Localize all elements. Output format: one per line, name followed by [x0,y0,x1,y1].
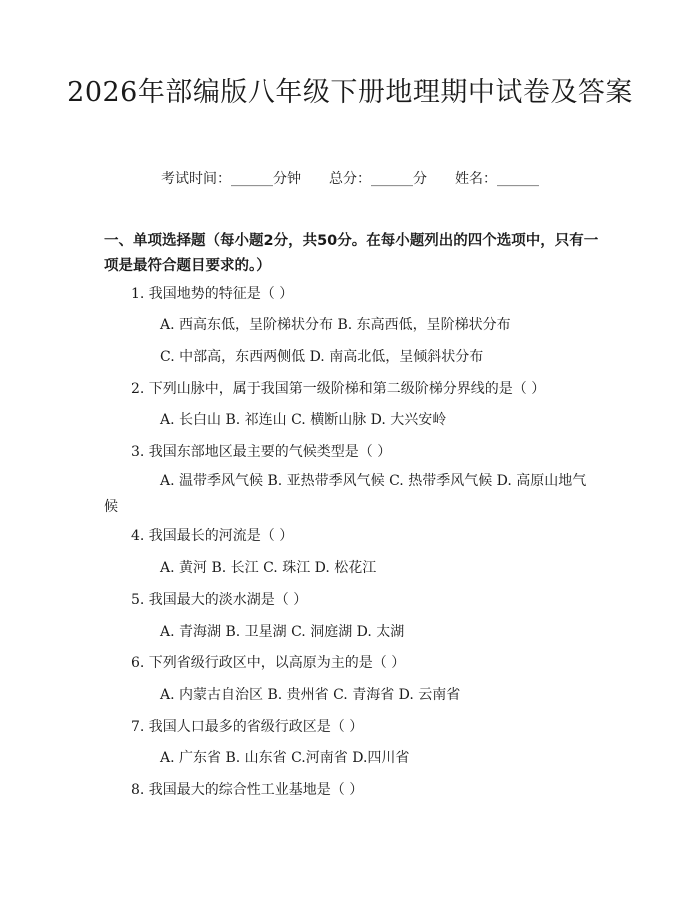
question-3-options: A. 温带季风气候 B. 亚热带季风气候 C. 热带季风气候 D. 高原山地气候 [104,473,587,515]
exam-time: 考试时间：______分钟 [161,171,301,187]
question-4-stem: 4. 我国最长的河流是（ ） [131,528,294,544]
question-7-options: A. 广东省 B. 山东省 C.河南省 D.四川省 [160,750,410,766]
section-heading: 一、单项选择题（每小题2分，共50分。在每小题列出的四个选项中，只有一项是最符合题目要求的。） [104,233,599,274]
question-2-options: A. 长白山 B. 祁连山 C. 横断山脉 D. 大兴安岭 [160,412,447,428]
question-6-stem: 6. 下列省级行政区中，以高原为主的是（ ） [131,655,406,671]
question-5-stem: 5. 我国最大的淡水湖是（ ） [131,592,308,608]
question-3-stem: 3. 我国东部地区最主要的气候类型是（ ） [131,444,392,460]
exam-meta [0,168,700,188]
question-6-options: A. 内蒙古自治区 B. 贵州省 C. 青海省 D. 云南省 [160,687,461,703]
question-1-options-1: A. 西高东低，呈阶梯状分布 B. 东高西低，呈阶梯状分布 [160,317,511,333]
question-8-stem: 8. 我国最大的综合性工业基地是（ ） [131,782,364,798]
page-title: 2026年部编版八年级下册地理期中试卷及答案 [67,77,633,108]
question-2-stem: 2. 下列山脉中，属于我国第一级阶梯和第二级阶梯分界线的是（ ） [131,381,546,397]
question-7-stem: 7. 我国人口最多的省级行政区是（ ） [131,719,364,735]
question-4-options: A. 黄河 B. 长江 C. 珠江 D. 松花江 [160,560,377,576]
question-1-options-2: C. 中部高，东西两侧低 D. 南高北低，呈倾斜状分布 [160,349,484,365]
question-5-options: A. 青海湖 B. 卫星湖 C. 洞庭湖 D. 太湖 [160,624,405,640]
student-name: 姓名：______ [455,171,539,187]
total-score: 总分：______分 [329,171,427,187]
question-1-stem: 1. 我国地势的特征是（ ） [131,286,294,302]
